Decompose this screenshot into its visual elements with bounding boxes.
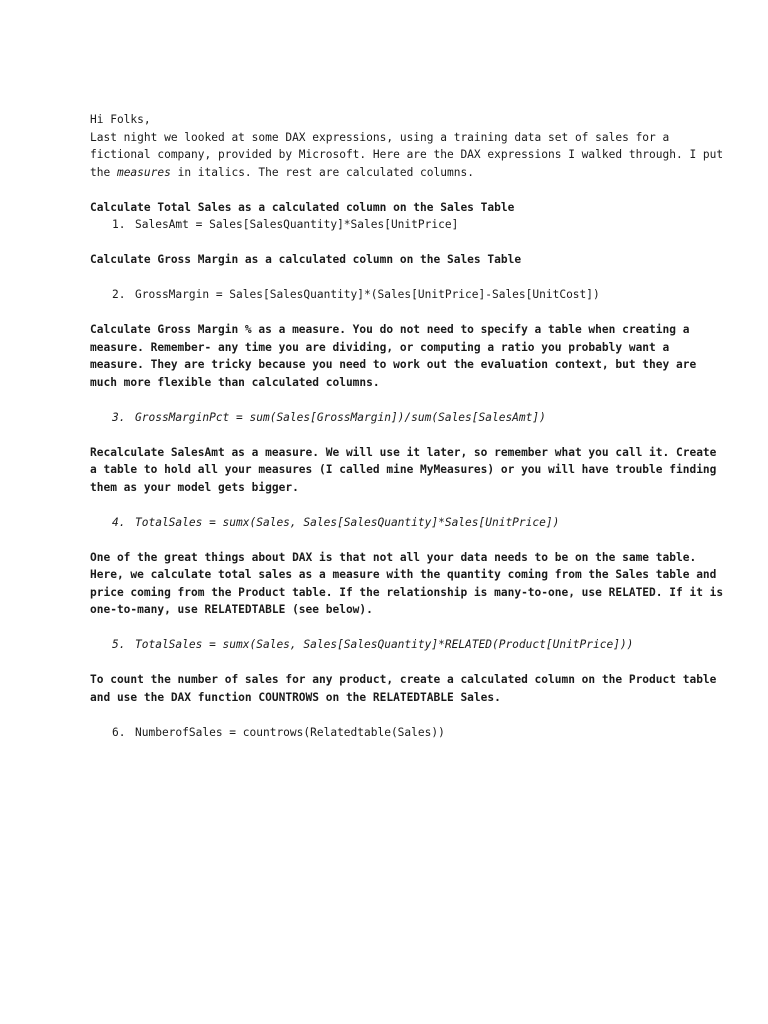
intro-line-1: Last night we looked at some DAX expressions, using a training data set of sales for a	[90, 130, 670, 144]
list-number: 6.	[112, 725, 126, 739]
section5-line-4: one-to-many, use RELATEDTABLE (see below).	[90, 603, 373, 616]
dax-expression: NumberofSales = countrows(Relatedtable(Sales))	[135, 725, 445, 739]
dax-expression: SalesAmt = Sales[SalesQuantity]*Sales[UnitPrice]	[135, 218, 459, 231]
section4-line-1: Recalculate SalesAmt as a measure. We will use it later, so remember what you call it. Create	[90, 445, 717, 459]
list-item-1	[90, 216, 690, 234]
intro-text: the	[90, 165, 117, 179]
section5-line-3: price coming from the Product table. If the relationship is many-to-one, use RELATED. If it is	[90, 585, 724, 599]
section4-line-3: them as your model gets bigger.	[90, 480, 299, 494]
list-item-3	[90, 409, 690, 427]
document-page	[90, 111, 724, 741]
greeting: Hi Folks,	[90, 113, 151, 126]
list-number: 5.	[112, 638, 126, 651]
dax-measure: GrossMarginPct = sum(Sales[GrossMargin])/sum(Sales[SalesAmt])	[135, 410, 546, 424]
list-item-6	[90, 724, 690, 742]
section6-line-1: To count the number of sales for any product, create a calculated column on the Product table	[90, 673, 717, 686]
section5-line-2: Here, we calculate total sales as a measure with the quantity coming from the Sales table and	[90, 568, 717, 581]
list-item-5	[90, 636, 690, 654]
list-item-2	[90, 286, 690, 304]
section2-heading: Calculate Gross Margin as a calculated column on the Sales Table	[90, 253, 522, 266]
intro-line-2: fictional company, provided by Microsoft. Here are the DAX expressions I walked through. I put	[90, 148, 724, 161]
list-number: 3.	[112, 410, 126, 424]
section5-line-1: One of the great things about DAX is that not all your data needs to be on the same table.	[90, 550, 697, 564]
section3-line-2: measure. Remember- any time you are dividing, or computing a ratio you probably want a	[90, 340, 670, 354]
intro-text: in italics. The rest are calculated columns.	[170, 165, 474, 179]
list-number: 2.	[112, 288, 126, 301]
list-number: 4.	[112, 515, 126, 529]
intro-line-3	[90, 164, 690, 182]
section6-line-2: and use the DAX function COUNTROWS on the RELATEDTABLE Sales.	[90, 690, 501, 704]
section3-line-3: measure. They are tricky because you need to work out the evaluation context, but they are	[90, 358, 697, 371]
dax-measure: TotalSales = sumx(Sales, Sales[SalesQuantity]*Sales[UnitPrice])	[135, 515, 560, 529]
section1-heading: Calculate Total Sales as a calculated column on the Sales Table	[90, 200, 515, 214]
section3-line-1: Calculate Gross Margin % as a measure. You do not need to specify a table when creating a	[90, 323, 690, 336]
list-number: 1.	[112, 218, 126, 231]
section4-line-2: a table to hold all your measures (I called mine MyMeasures) or you will have trouble finding	[90, 463, 717, 476]
dax-measure: TotalSales = sumx(Sales, Sales[SalesQuantity]*RELATED(Product[UnitPrice]))	[135, 638, 634, 651]
section3-line-4: much more flexible than calculated columns.	[90, 375, 380, 389]
list-item-4	[90, 514, 690, 532]
dax-expression: GrossMargin = Sales[SalesQuantity]*(Sales[UnitPrice]-Sales[UnitCost])	[135, 288, 600, 301]
intro-italic-measures: measures	[116, 165, 171, 179]
